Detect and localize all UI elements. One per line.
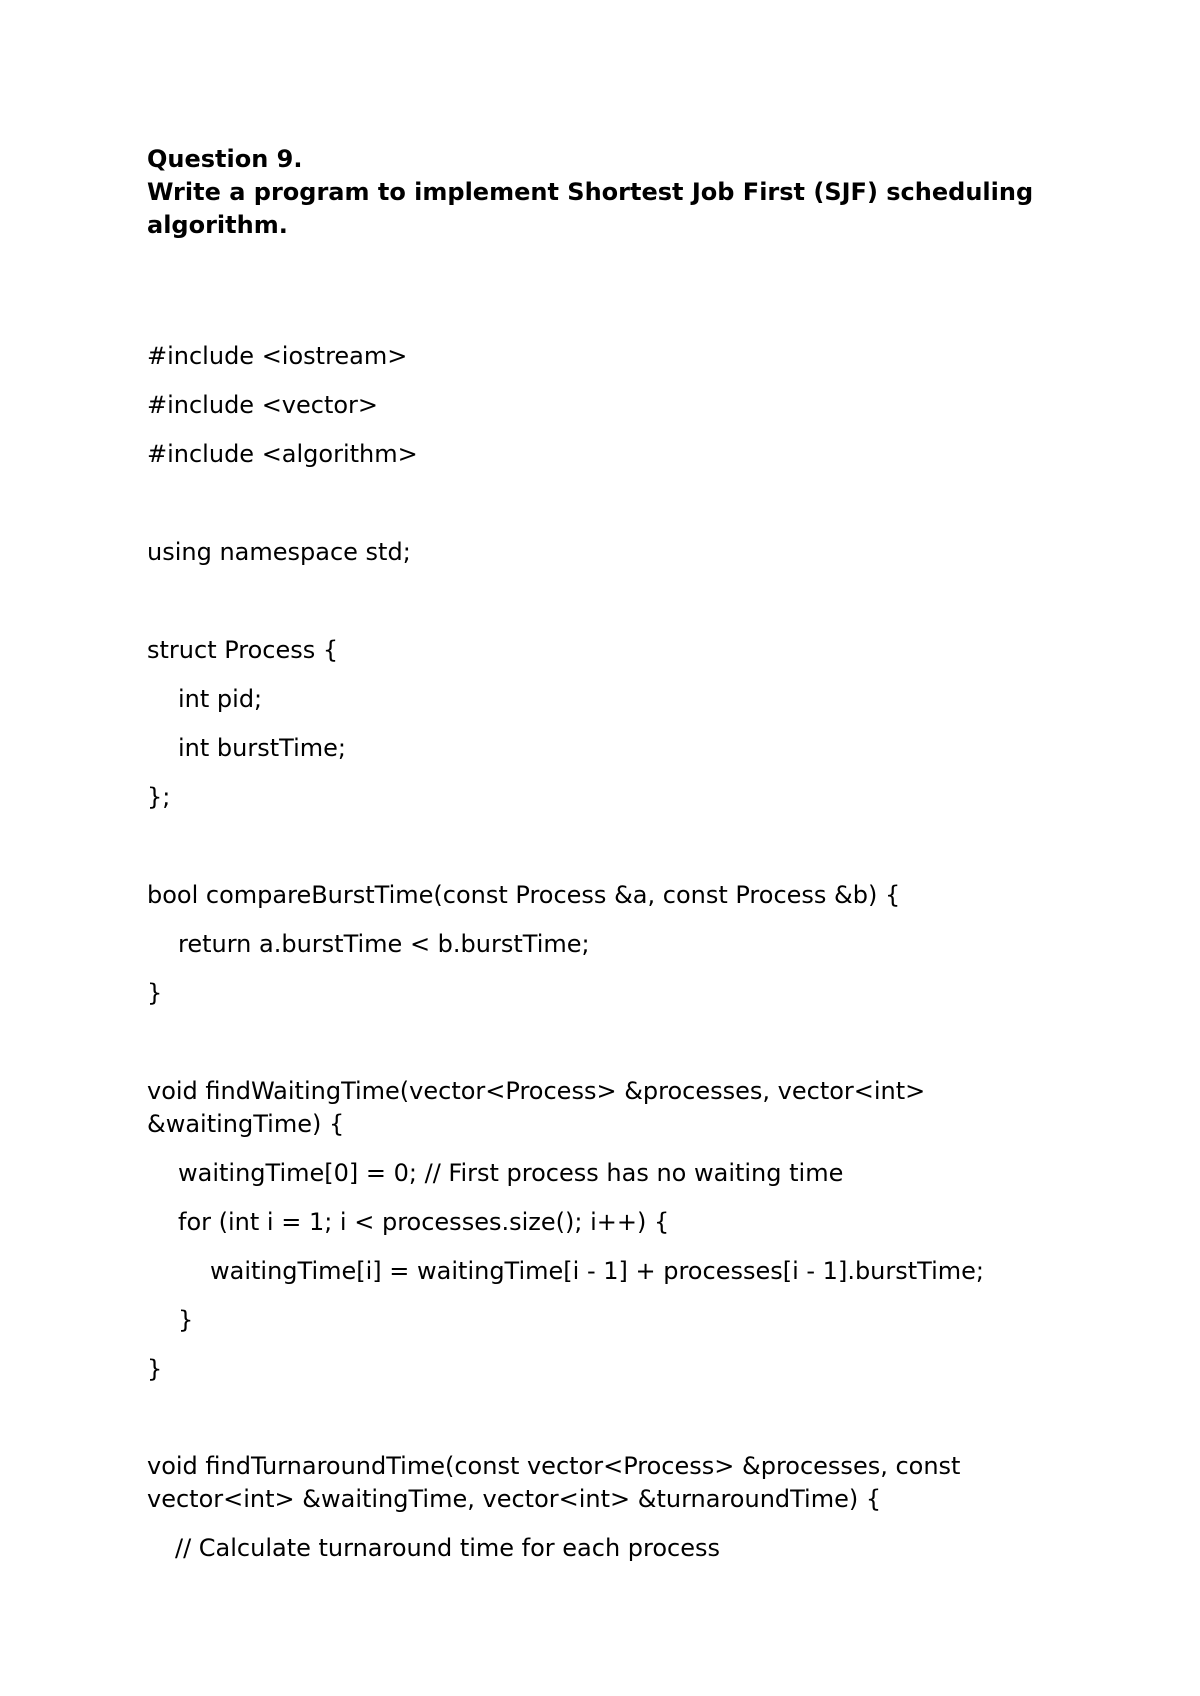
question-number: Question 9. [147, 145, 303, 173]
code-line: return a.burstTime < b.burstTime; [178, 930, 590, 958]
code-line: for (int i = 1; i < processes.size(); i++) { [178, 1208, 670, 1236]
code-line: #include <iostream> [147, 342, 408, 370]
code-line: #include <vector> [147, 391, 379, 419]
code-line: #include <algorithm> [147, 440, 418, 468]
code-line: }; [147, 783, 171, 811]
code-line: void findWaitingTime(vector<Process> &processes, vector<int> [147, 1077, 926, 1105]
code-line: void findTurnaroundTime(const vector<Process> &processes, const [147, 1452, 961, 1480]
code-line: struct Process { [147, 636, 339, 664]
code-line: waitingTime[0] = 0; // First process has no waiting time [178, 1159, 844, 1187]
code-line: &waitingTime) { [147, 1110, 345, 1138]
code-line: vector<int> &waitingTime, vector<int> &turnaroundTime) { [147, 1485, 882, 1513]
question-prompt-line-2: algorithm. [147, 211, 288, 239]
code-line: } [178, 1306, 194, 1334]
code-line: int burstTime; [178, 734, 346, 762]
question-prompt-line-1: Write a program to implement Shortest Job First (SJF) scheduling [147, 178, 1034, 206]
code-line: } [147, 1355, 163, 1383]
code-line: // Calculate turnaround time for each process [175, 1534, 721, 1562]
code-line: waitingTime[i] = waitingTime[i - 1] + processes[i - 1].burstTime; [210, 1257, 984, 1285]
code-line: using namespace std; [147, 538, 411, 566]
code-line: int pid; [178, 685, 263, 713]
code-line: } [147, 979, 163, 1007]
code-line: bool compareBurstTime(const Process &a, const Process &b) { [147, 881, 901, 909]
